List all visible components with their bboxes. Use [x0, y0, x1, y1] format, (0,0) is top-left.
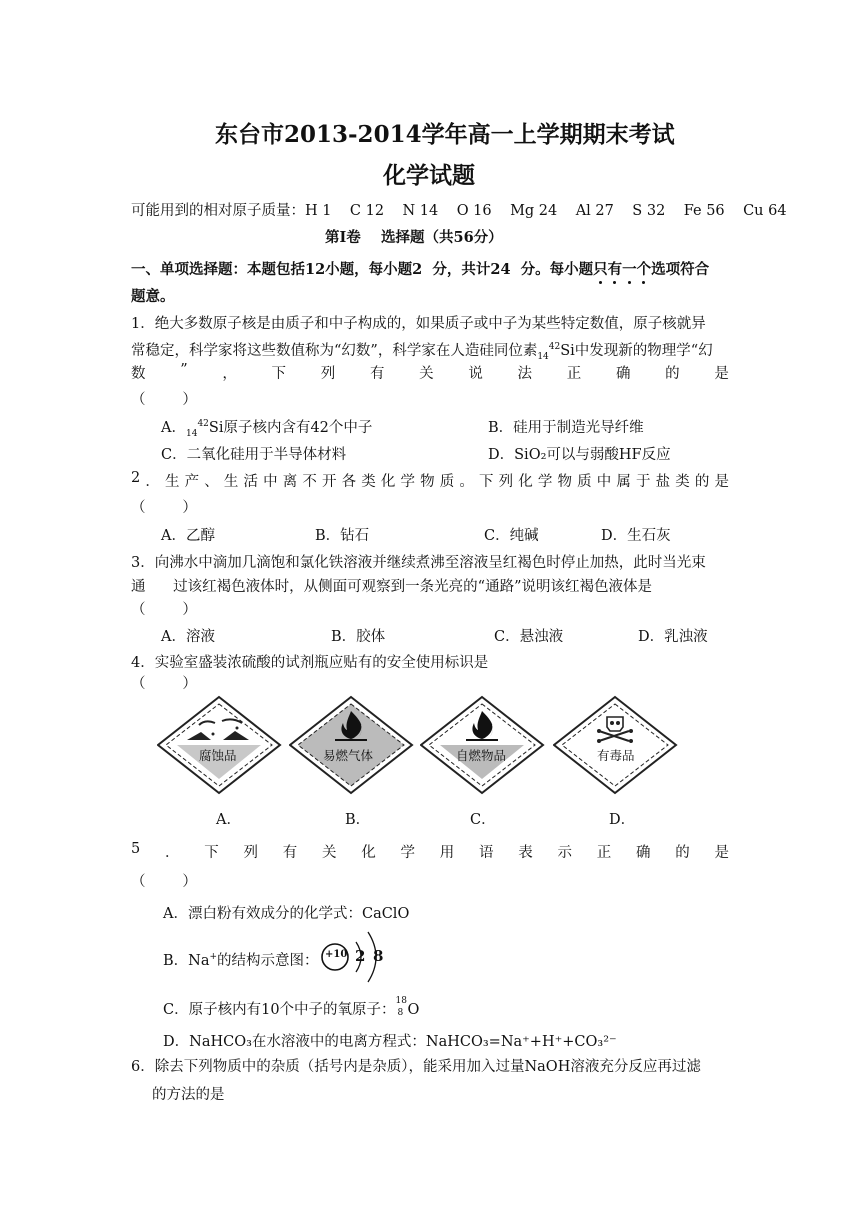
q1-opt-a-text: Si原子核内含有42个中子 — [208, 420, 373, 436]
q1-option-c: C．二氧化硅用于半导体材料 — [161, 447, 347, 463]
q2-char: 各 — [341, 474, 357, 490]
q2-char: 盐 — [655, 474, 671, 490]
q3-option-b: B．胶体 — [331, 629, 386, 645]
q1-option-a — [161, 416, 372, 439]
q2-char: 于 — [635, 474, 651, 490]
q5-char: 是 — [714, 845, 729, 861]
q5-opt-b-text-b: 的结构示意图： — [217, 953, 319, 969]
q5-option-d: D．NaHCO₃在水溶液中的电离方程式：NaHCO₃=Na⁺+H⁺+CO₃²⁻ — [163, 1034, 617, 1050]
mass-number: 18 — [395, 996, 407, 1006]
q2-char: 离 — [282, 474, 298, 490]
atomic-masses: 可能用到的相对原子质量：H 1 C 12 N 14 O 16 Mg 24 Al 27 S 32 Fe 56 Cu 64 — [131, 203, 787, 219]
spontaneous-combustion-sign — [420, 695, 545, 795]
q2-char: 物 — [557, 474, 572, 490]
volume-title: 第Ⅰ卷 选择题（共56分） — [325, 229, 503, 246]
nucleus-charge: +10 — [325, 949, 348, 960]
q2-char: 物 — [420, 474, 435, 490]
atomic-number: 8 — [397, 1008, 404, 1018]
q2-char: 类 — [675, 474, 690, 490]
q2-option-b: B．钻石 — [315, 528, 370, 544]
section-heading-cont: 题意。 — [131, 288, 175, 305]
section-heading-text-b: 选项符合 — [651, 261, 710, 278]
q2-option-a: A．乙醇 — [161, 528, 215, 544]
q2-char: 生 — [223, 474, 239, 490]
exam-title: 东台市2013-2014学年高一上学期期末考试 — [215, 121, 675, 148]
q2-char: 产 — [184, 474, 200, 490]
q1-char: 确 — [615, 366, 631, 382]
q5-char: 列 — [243, 845, 258, 861]
q2-char: ． — [145, 474, 160, 490]
q2-char: 化 — [380, 474, 396, 490]
q2-char: 下 — [478, 474, 494, 490]
q3-line2: 通 过该红褐色液体时，从侧面可观察到一条光亮的“通路”说明该红褐色液体是 — [131, 579, 652, 595]
q5-option-b — [163, 949, 319, 970]
q2-char: 开 — [321, 474, 337, 490]
q5-char: 示 — [557, 845, 572, 861]
q1-char: 是 — [714, 366, 729, 382]
q1-char: 列 — [320, 366, 336, 382]
q5-char: 确 — [635, 845, 651, 861]
q2-char: 、 — [204, 474, 219, 490]
q5-option-a: A．漂白粉有效成分的化学式：CaClO — [163, 906, 410, 922]
q1-char: 正 — [566, 366, 582, 382]
exam-subtitle: 化学试题 — [383, 162, 475, 189]
toxic-icon — [553, 695, 678, 795]
emphasis-char: 有 — [608, 258, 623, 279]
q6-line1: 6．除去下列物质中的杂质（括号内是杂质），能采用加入过量NaOH溶液充分反应再过滤 — [131, 1059, 701, 1075]
oxygen-nuclide — [395, 996, 408, 1020]
q2-char: 2 — [131, 470, 141, 486]
shell-2-electrons: 8 — [373, 947, 384, 965]
q2-char: 属 — [616, 474, 631, 490]
q5-line1 — [131, 841, 729, 862]
q5-answer-paren: （ ） — [131, 874, 197, 890]
q2-option-c: C．纯碱 — [484, 528, 539, 544]
q1-line2-text-b: Si中发现新的物理学“幻 — [560, 343, 713, 359]
section-heading — [131, 258, 709, 279]
q5-char: 有 — [282, 845, 298, 861]
q1-char: 关 — [419, 366, 434, 382]
q4-answer-paren: （ ） — [131, 676, 197, 692]
q1-line1: 1．绝大多数原子核是由质子和中子构成的，如果质子或中子为某些特定数值，原子核就异 — [131, 316, 706, 332]
q5-opt-b-text: B．Na — [163, 953, 210, 969]
q2-char: 中 — [596, 474, 612, 490]
sign-letter: D． — [609, 812, 636, 828]
shell-1-electrons: 2 — [355, 947, 366, 965]
q2-char: 。 — [459, 474, 474, 490]
q5-char: 化 — [361, 845, 376, 861]
q1-char: 下 — [271, 366, 287, 382]
sign-label: 自燃物品 — [456, 748, 507, 763]
toxic-sign — [553, 695, 678, 795]
q6-line2: 的方法的是 — [152, 1087, 225, 1103]
q5-char: 用 — [439, 845, 455, 861]
q3-option-c: C．悬浊液 — [494, 629, 564, 645]
q5-char: ． — [164, 845, 180, 861]
q2-char: 的 — [694, 474, 710, 490]
q5-char: 的 — [675, 845, 690, 861]
q2-char: 化 — [518, 474, 533, 490]
q5-char: 关 — [321, 845, 337, 861]
na-ion-structure-diagram — [318, 928, 388, 986]
q3-answer-paren: （ ） — [131, 602, 197, 618]
flammable-gas-sign — [289, 695, 414, 795]
q2-char: 列 — [498, 474, 514, 490]
sign-label: 腐蚀品 — [199, 748, 237, 763]
corrosive-sign — [157, 695, 282, 795]
q2-char: 活 — [243, 474, 258, 490]
sign-letter: B． — [345, 812, 371, 828]
q1-char: 的 — [665, 366, 680, 382]
q2-char: 是 — [714, 474, 729, 490]
q5-char: 语 — [478, 845, 494, 861]
q5-char: 表 — [518, 845, 533, 861]
q5-char: 学 — [400, 845, 415, 861]
q2-char: 类 — [361, 474, 376, 490]
option-letter: A． — [161, 420, 186, 436]
q2-line1 — [131, 470, 729, 491]
emphasis-char: 只 — [593, 258, 608, 279]
q2-answer-paren: （ ） — [131, 500, 197, 516]
q1-iso-a: 42 — [548, 342, 561, 353]
q5-char: 下 — [204, 845, 219, 861]
q1-char: ” — [180, 362, 188, 378]
q1-line2 — [131, 339, 713, 362]
q2-char: 不 — [302, 474, 317, 490]
q1-char: 法 — [517, 366, 533, 382]
q1-opt-a-z: 14 — [185, 428, 198, 439]
section-heading-text-a: 一、单项选择题：本题包括12小题，每小题2 分，共计24 分。每小题 — [131, 261, 594, 278]
q2-char: 中 — [263, 474, 278, 490]
q5-opt-c-text: C．原子核内有10个中子的氧原子： — [163, 1002, 396, 1018]
q1-char: 有 — [369, 366, 385, 382]
q2-char: 质 — [577, 474, 592, 490]
q3-line1: 3．向沸水中滴加几滴饱和氯化铁溶液并继续煮沸至溶液呈红褐色时停止加热，此时当光束 — [131, 555, 706, 571]
q2-char: 学 — [537, 474, 553, 490]
q1-option-d: D．SiO₂可以与弱酸HF反应 — [488, 447, 671, 463]
q2-char: 生 — [164, 474, 180, 490]
q2-char: 质 — [439, 474, 455, 490]
q2-option-d: D．生石灰 — [601, 528, 671, 544]
q1-answer-paren: （ ） — [131, 392, 197, 408]
flammable-gas-icon — [289, 695, 414, 795]
q1-char: 说 — [468, 366, 483, 382]
spontaneous-combustion-icon — [420, 695, 545, 795]
q4-line1: 4．实验室盛装浓硫酸的试剂瓶应贴有的安全使用标识是 — [131, 655, 489, 671]
sign-label: 有毒品 — [597, 748, 635, 763]
q5-opt-b-sup: + — [209, 952, 218, 963]
emphasis-char: 一 — [622, 258, 637, 279]
q3-option-a: A．溶液 — [161, 629, 215, 645]
sign-letter: C． — [470, 812, 496, 828]
q1-option-b: B．硅用于制造光导纤维 — [488, 420, 644, 436]
q5-option-c — [163, 998, 419, 1020]
element-symbol: O — [407, 1002, 420, 1018]
q3-option-d: D．乳浊液 — [638, 629, 708, 645]
q1-opt-a-m: 42 — [197, 419, 209, 430]
sign-label: 易燃气体 — [323, 748, 374, 763]
q2-char: 学 — [400, 474, 415, 490]
q1-iso-z: 14 — [537, 351, 549, 362]
q1-char: ， — [222, 366, 237, 382]
q5-char: 正 — [596, 845, 612, 861]
q1-char: 数 — [131, 366, 146, 382]
q5-char: 5 — [131, 841, 141, 857]
corrosive-icon — [157, 695, 282, 795]
q1-line2-text: 常稳定，科学家将这些数值称为“幻数”，科学家在人造硅同位素 — [131, 343, 538, 359]
sign-letter: A． — [216, 812, 241, 828]
emphasis-char: 个 — [637, 258, 652, 279]
q1-line3 — [131, 362, 729, 383]
